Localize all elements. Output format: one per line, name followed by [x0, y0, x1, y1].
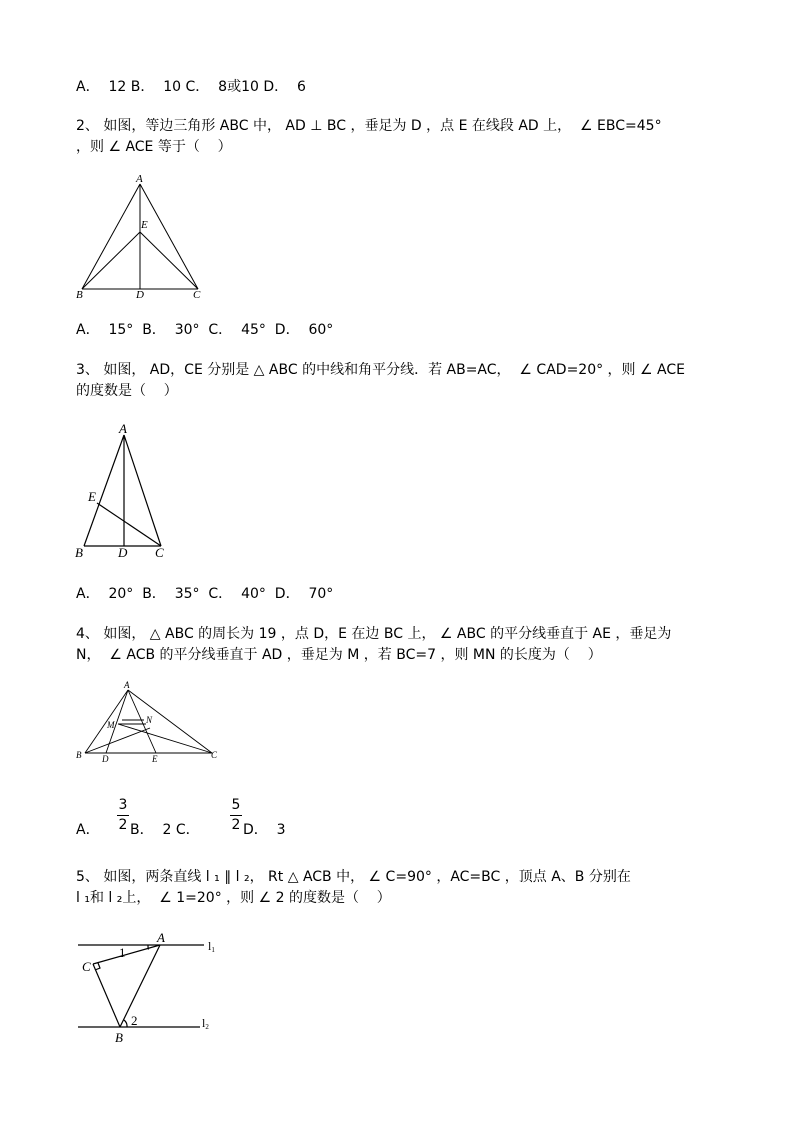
- q4-label-d: D: [102, 754, 109, 764]
- q4-option-mid: B． 2 C．: [130, 822, 200, 838]
- q3-stem-line1: 3、 如图， AD，CE 分别是 △ ABC 的中线和角平分线．若 AB=AC， ∠ CAD=20° ，则 ∠ ACE: [76, 362, 685, 378]
- q5-label-a: A: [157, 930, 165, 945]
- q4-option-c-denominator: 2: [231, 817, 241, 833]
- q1-options: A． 12 B． 10 C． 8或10 D． 6: [76, 79, 306, 95]
- q2-stem-line1: 2、 如图，等边三角形 ABC 中， AD ⊥ BC ，垂足为 D ，点 E 在线段 AD 上， ∠ EBC=45°: [76, 118, 662, 134]
- q5-stem-line1: 5、 如图，两条直线 l ₁ ∥ l ₂， Rt △ ACB 中， ∠ C=90° ，AC=BC ，顶点 A、B 分别在: [76, 869, 631, 885]
- q3-label-a: A: [119, 421, 127, 436]
- q5-line-l1: l1: [208, 939, 215, 954]
- q5-figure: [72, 930, 222, 1048]
- q3-label-d: D: [118, 545, 128, 560]
- q4-option-tail: D． 3: [243, 822, 286, 838]
- q4-label-e: E: [152, 754, 158, 764]
- q4-label-c: C: [211, 750, 218, 760]
- q5-line-l2: l2: [202, 1016, 209, 1031]
- q2-label-c: C: [193, 289, 201, 301]
- q2-figure: [70, 172, 220, 302]
- q4-option-c-fraction-bar: [230, 815, 242, 816]
- q2-label-d: D: [136, 289, 144, 301]
- q4-stem-line2: N， ∠ ACB 的平分线垂直于 AD ，垂足为 M ，若 BC=7 ，则 MN 的长度为（ ）: [76, 647, 602, 663]
- q3-figure: [72, 420, 182, 565]
- q4-label-n: N: [146, 715, 153, 725]
- q3-stem-line2: 的度数是（ ）: [76, 383, 178, 399]
- q4-option-a-fraction-bar: [117, 815, 129, 816]
- q2-label-a: A: [136, 173, 143, 185]
- q3-label-c: C: [155, 545, 164, 560]
- q2-stem-line2: ，则 ∠ ACE 等于（ ）: [76, 139, 232, 155]
- q4-label-a: A: [124, 680, 130, 690]
- q5-label-c: C: [82, 959, 91, 974]
- q4-option-c-numerator: 5: [231, 797, 241, 813]
- q4-label-b: B: [76, 750, 82, 760]
- q5-stem-line2: l ₁和 l ₂上， ∠ 1=20° ，则 ∠ 2 的度数是（ ）: [76, 890, 391, 906]
- q2-options: A． 15° B． 30° C． 45° D． 60°: [76, 322, 334, 338]
- q5-angle-2: 2: [131, 1013, 138, 1028]
- q4-option-a-numerator: 3: [118, 797, 128, 813]
- q2-label-e: E: [141, 219, 148, 231]
- q4-option-a-prefix: A．: [76, 822, 100, 838]
- q4-label-m: M: [107, 720, 115, 730]
- q5-angle-1: 1: [119, 945, 126, 960]
- q5-label-b: B: [115, 1030, 123, 1045]
- q3-label-e: E: [88, 489, 96, 504]
- q4-figure: [72, 678, 232, 773]
- q4-stem-line1: 4、 如图， △ ABC 的周长为 19 ，点 D，E 在边 BC 上， ∠ ABC 的平分线垂直于 AE ，垂足为: [76, 626, 672, 642]
- q3-label-b: B: [75, 545, 83, 560]
- q4-option-a-denominator: 2: [118, 817, 128, 833]
- q3-options: A． 20° B． 35° C． 40° D． 70°: [76, 586, 334, 602]
- q2-label-b: B: [76, 289, 83, 301]
